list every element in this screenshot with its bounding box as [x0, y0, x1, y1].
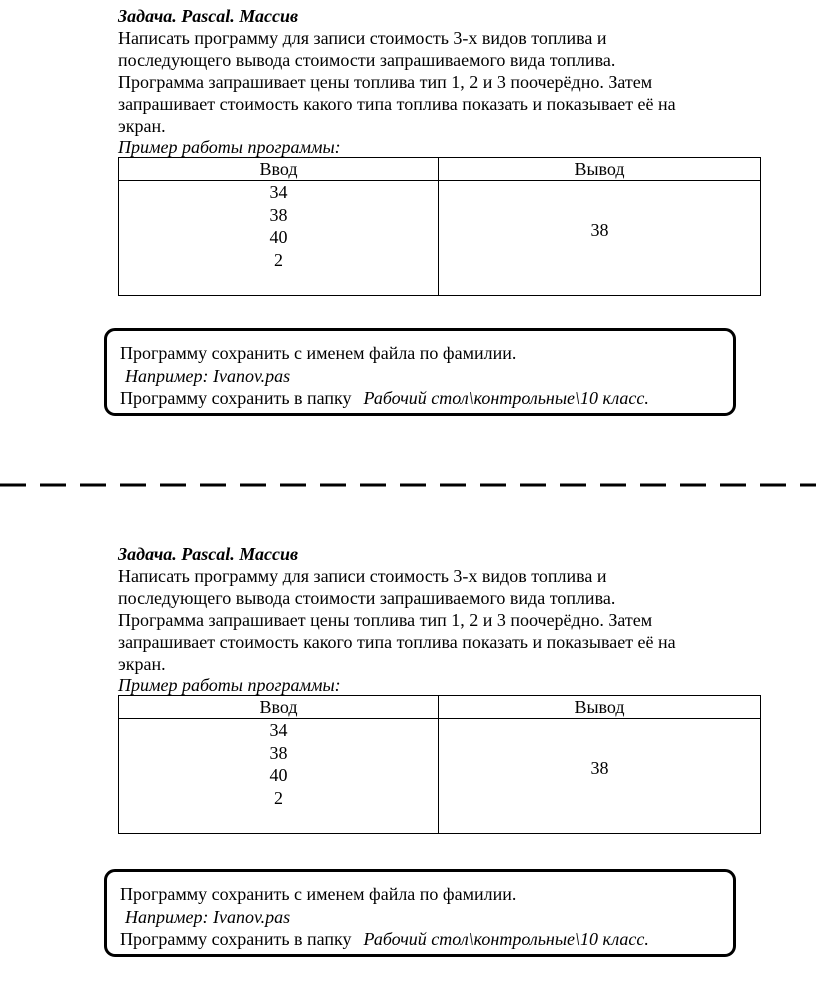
input-value: 2: [274, 249, 283, 270]
input-value: 38: [269, 204, 288, 225]
output-value: 38: [439, 719, 761, 834]
description-line: Написать программу для записи стоимость 3-х видов топлива и: [118, 28, 607, 48]
input-cell: [119, 719, 439, 834]
table-row: [119, 181, 761, 296]
task-section-1: [118, 5, 762, 296]
task-description: [118, 27, 762, 137]
output-value: 38: [439, 181, 761, 296]
input-value: 2: [274, 787, 283, 808]
header-output: Вывод: [439, 696, 761, 719]
description-line: экран.: [118, 116, 166, 136]
save-filename-example: Например: Ivanov.pas: [125, 366, 291, 386]
description-line: Программа запрашивает цены топлива тип 1, 2 и 3 поочерёдно. Затем: [118, 610, 653, 630]
description-line: последующего вывода стоимости запрашиваемого вида топлива.: [118, 588, 616, 608]
save-folder-prefix: Программу сохранить в папку: [120, 388, 352, 408]
save-instructions-box: [104, 328, 736, 416]
input-value: 40: [269, 227, 288, 247]
description-line: экран.: [118, 654, 166, 674]
io-table: [118, 695, 761, 834]
save-filename-instruction: Программу сохранить с именем файла по фамилии.: [120, 343, 517, 363]
input-value: 34: [269, 182, 288, 202]
table-header-row: [119, 158, 761, 181]
task-section-2: [118, 543, 762, 834]
description-line: Программа запрашивает цены топлива тип 1, 2 и 3 поочерёдно. Затем: [118, 72, 653, 92]
description-line: последующего вывода стоимости запрашиваемого вида топлива.: [118, 50, 616, 70]
example-label: Пример работы программы:: [118, 137, 341, 157]
save-folder-path: Рабочий стол\контрольные\10 класс.: [363, 388, 649, 408]
save-folder-instruction: [120, 929, 649, 950]
save-filename-instruction: Программу сохранить с именем файла по фамилии.: [120, 884, 517, 904]
save-folder-instruction: [120, 388, 649, 409]
header-input: Ввод: [119, 158, 439, 181]
input-value: 40: [269, 765, 288, 785]
task-description: [118, 565, 762, 675]
io-table: [118, 157, 761, 296]
input-value: 34: [269, 720, 288, 740]
cut-line-divider: [0, 481, 816, 489]
task-title: Задача. Pascal. Массив: [118, 6, 299, 26]
save-folder-prefix: Программу сохранить в папку: [120, 929, 352, 949]
description-line: запрашивает стоимость какого типа топлива показать и показывает её на: [118, 94, 676, 114]
description-line: запрашивает стоимость какого типа топлива показать и показывает её на: [118, 632, 676, 652]
task-title: Задача. Pascal. Массив: [118, 544, 299, 564]
save-folder-path: Рабочий стол\контрольные\10 класс.: [363, 929, 649, 949]
save-instructions-box: [104, 869, 736, 957]
example-label: Пример работы программы:: [118, 675, 341, 695]
table-row: [119, 719, 761, 834]
table-header-row: [119, 696, 761, 719]
description-line: Написать программу для записи стоимость 3-х видов топлива и: [118, 566, 607, 586]
header-output: Вывод: [439, 158, 761, 181]
input-cell: [119, 181, 439, 296]
save-filename-example: Например: Ivanov.pas: [125, 907, 291, 927]
input-value: 38: [269, 742, 288, 763]
header-input: Ввод: [119, 696, 439, 719]
